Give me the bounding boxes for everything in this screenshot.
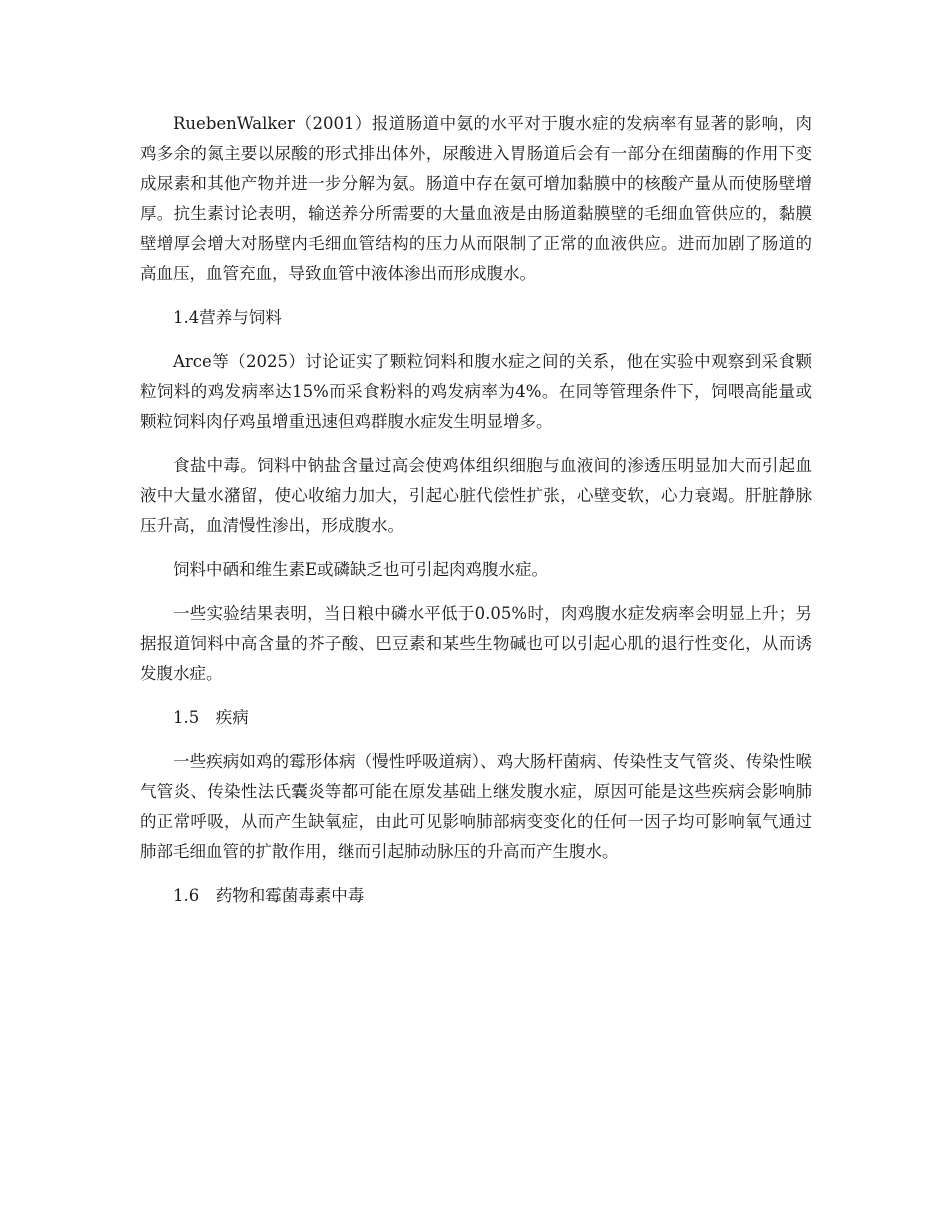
section-heading-1-4: 1.4营养与饲料 bbox=[173, 308, 282, 327]
section-heading-1-5: 1.5 疾病 bbox=[173, 708, 249, 727]
paragraph-salt-poisoning: 食盐中毒。饲料中钠盐含量过高会使鸡体组织细胞与血液间的渗透压明显加大而引起血液中大量水潴留，使心收缩力加大，引起心脏代偿性扩张，心壁变软，心力衰竭。肝脏静脉压升高，血清慢性渗出，形成腹水。 bbox=[140, 456, 812, 535]
document-body bbox=[140, 109, 812, 911]
paragraph-pellet-feed: Arce等（2025）讨论证实了颗粒饲料和腹水症之间的关系，他在实验中观察到采食颗粒饲料的鸡发病率达15%而采食粉料的鸡发病率为4%。在同等管理条件下，饲喂高能量或颗粒饲料肉仔鸡虽增重迅速但鸡群腹水症发生明显增多。 bbox=[140, 352, 812, 431]
paragraph-selenium-vitamin-e: 饲料中硒和维生素E或磷缺乏也可引起肉鸡腹水症。 bbox=[173, 560, 549, 579]
section-heading-1-6: 1.6 药物和霉菌毒素中毒 bbox=[173, 886, 365, 905]
paragraph-phosphorus: 一些实验结果表明，当日粮中磷水平低于0.05%时，肉鸡腹水症发病率会明显上升；另据报道饲料中高含量的芥子酸、巴豆素和某些生物碱也可以引起心肌的退行性变化，从而诱发腹水症。 bbox=[140, 604, 812, 683]
paragraph-ammonia: RuebenWalker（2001）报道肠道中氨的水平对于腹水症的发病率有显著的影响，肉鸡多余的氮主要以尿酸的形式排出体外，尿酸进入胃肠道后会有一部分在细菌酶的作用下变成尿素和其他产物并进一步分解为氨。肠道中存在氨可增加黏膜中的核酸产量从而使肠壁增厚。抗生素讨论表明，输送养分所需要的大量血液是由肠道黏膜壁的毛细血管供应的，黏膜壁增厚会增大对肠壁内毛细血管结构的压力从而限制了正常的血液供应。进而加剧了肠道的高血压，血管充血，导致血管中液体渗出而形成腹水。 bbox=[140, 114, 812, 283]
paragraph-diseases: 一些疾病如鸡的霉形体病（慢性呼吸道病）、鸡大肠杆菌病、传染性支气管炎、传染性喉气管炎、传染性法氏囊炎等都可能在原发基础上继发腹水症，原因可能是这些疾病会影响肺的正常呼吸，从而产生缺氧症，由此可见影响肺部病变变化的任何一因子均可影响氧气通过肺部毛细血管的扩散作用，继而引起肺动脉压的升高而产生腹水。 bbox=[140, 752, 812, 861]
